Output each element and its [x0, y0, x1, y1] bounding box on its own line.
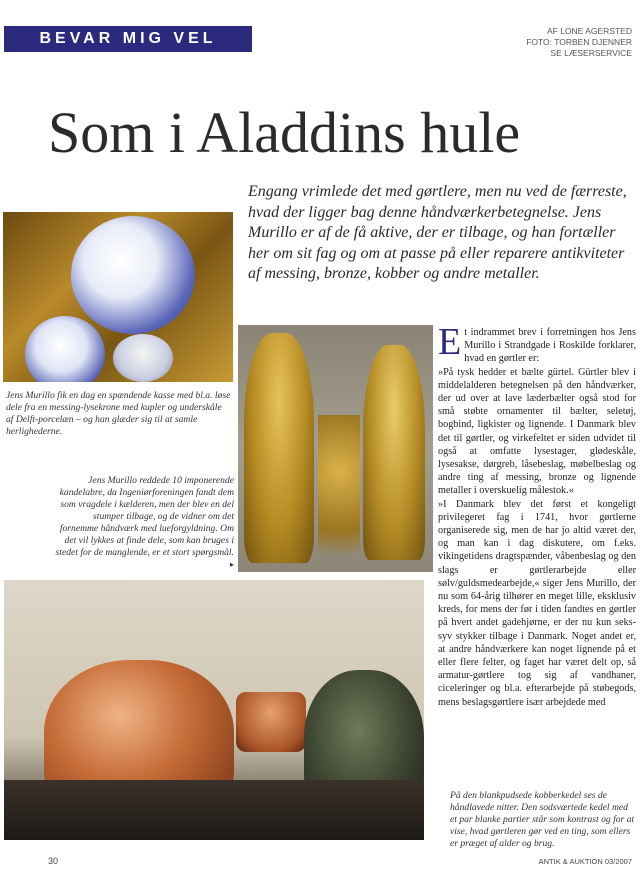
- credit-photo: FOTO: TORBEN DJENNER: [526, 37, 632, 47]
- drop-cap: E: [438, 326, 462, 363]
- publication-footer: ANTIK & AUKTION 03/2007: [538, 857, 632, 866]
- body-paragraph: »I Danmark blev det først et kongeligt privilegeret fag i 1741, hvor gørtlerne organiserede sig, men de har jo altid været der, og man kan i dag diskutere, om f.eks. vikingetidens dragtspænder, våbenbeslag og den slags er gørtlerarbejde eller sølv/guldsmedearbejde,« siger Jens Murillo, der nu som 64-årig tilhører en meget lille, eksklusiv kreds, for mens der før i tiden fandtes en gørtler på hvert andet gadehjørne, er der nu kun seks-syv stykker tilbage i Danmark. Noget andet er, at andre håndværkere kan noget lignende på et eller flere felter, og faget har været delt op, så armatur-gørtlere tog sig af vandhaner, ciceleringer og bl.a. efterarbejde på støbegods, mens beslagsgørtlere især arbejdede med: [438, 498, 636, 708]
- body-paragraph: »På tysk hedder et bælte gürtel. Gürtler blev i middelalderen betegnelsen på den håndværker, der ud over at lave læderbælter også stod for små støbte ornamenter til bælter, seletøj, bogbind, ligkister og lignende. I Danmark blev det til gørtler, og virkefeltet er siden udvidet til også at omfatte lysestager, glødeskåle, lysesakse, dørgreb, låsebeslag, møbelbeslag og andre ting af messing, bronze og lignende metaller i overskuelig målestok.«: [438, 366, 636, 497]
- section-banner: BEVAR MIG VEL: [4, 26, 252, 52]
- caption-candelabra-text: Jens Murillo reddede 10 imponerende kandelabre, da Ingeniørforeningen fandt dem som vragdele i kælderen, men der blev en del stumper tilbage, og de vidner om det fornemme håndværk med lueforgyldning. Om det vil lykkes at finde dele, som kan bruges i stedet for de manglende, er et stort spørgsmål.: [55, 475, 234, 558]
- delft-globe-image: [25, 316, 105, 382]
- delft-globe-image: [71, 216, 195, 334]
- caption-candelabra: [54, 475, 234, 571]
- photo-porcelain-chandelier-parts: [3, 212, 233, 382]
- candelabra-parts-image: [318, 415, 360, 555]
- stove-image: [4, 780, 424, 840]
- candelabra-image: [363, 345, 425, 560]
- caption-kettles: På den blankpudsede kobberkedel ses de håndlavede nitter. Den sodsværtede kedel med et par blanke partier står som kontrast og for at vise, hvad gørtleren gør ved en ting, som ellers er præget af alder og brug.: [450, 790, 635, 849]
- article-body: [438, 326, 636, 776]
- caption-porcelain: Jens Murillo fik en dag en spændende kasse med bl.a. løse dele fra en messing-lysekrone med kupler og underskåle af Delft-porcelæn – og han glæder sig til at samle herlighederne.: [6, 390, 231, 437]
- candelabra-image: [244, 333, 314, 563]
- credits: [492, 26, 632, 59]
- copper-pot-image: [236, 692, 306, 752]
- credit-author: AF LONE AGERSTED: [546, 26, 632, 36]
- photo-kettles: [4, 580, 424, 840]
- body-paragraph: Et indrammet brev i forretningen hos Jens Murillo i Strandgade i Roskilde forklarer, hvad en gørtler er:: [438, 326, 636, 365]
- arrow-right-icon: ▸: [229, 560, 234, 569]
- article-title: Som i Aladdins hule: [48, 100, 521, 165]
- article-lede: Engang vrimlede det med gørtlere, men nu ved de færreste, hvad der ligger bag denne håndværkerbetegnelse. Jens Murillo er af de få aktive, der er tilbage, og han fortæller her om sit fag og om at passe på eller reparere antikviteter af messing, bronze, kobber og andre metaller.: [248, 183, 627, 282]
- credit-service: SE LÆSERSERVICE: [550, 48, 632, 58]
- delft-globe-image: [113, 334, 173, 382]
- page-number: 30: [48, 856, 59, 866]
- photo-candelabra: [238, 325, 433, 572]
